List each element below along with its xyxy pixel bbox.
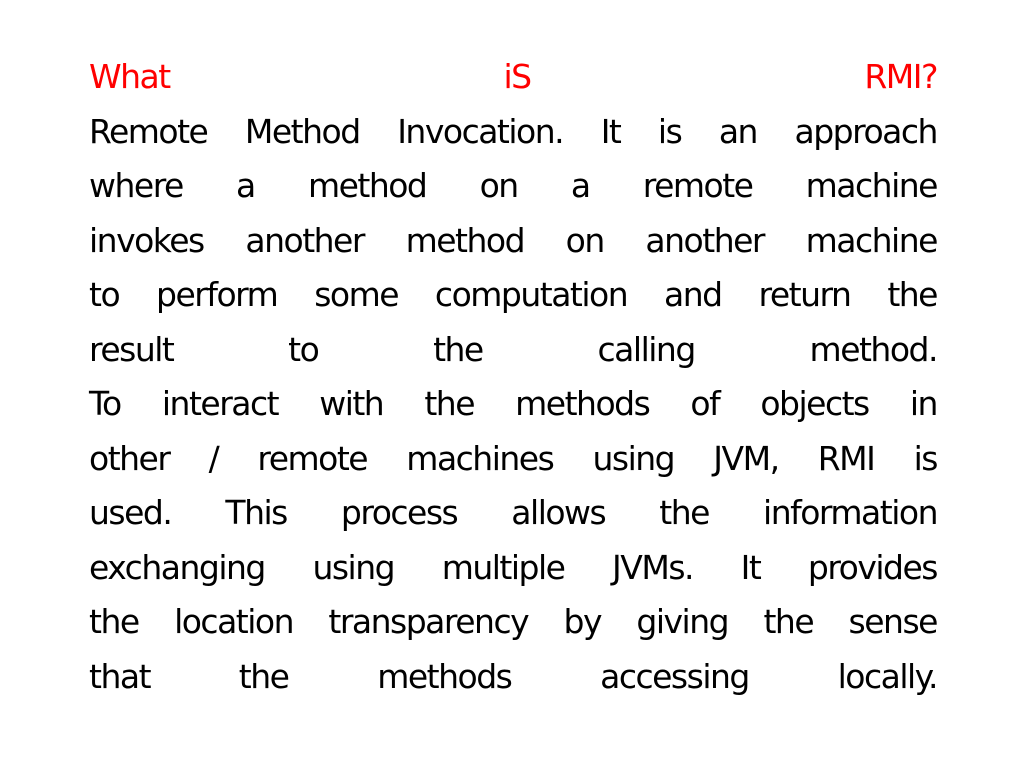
word: It: [600, 111, 621, 151]
word: is: [913, 438, 937, 478]
word: remote: [257, 438, 368, 478]
word: RMI: [817, 438, 875, 478]
word: perform: [156, 275, 278, 314]
word: provides: [807, 547, 937, 587]
word: To: [89, 384, 121, 423]
word: the: [763, 602, 814, 641]
word: giving: [636, 602, 729, 641]
word: some: [314, 275, 399, 314]
word: the: [424, 384, 475, 423]
word: interact: [161, 384, 279, 423]
word: sense: [848, 602, 937, 641]
word: invokes: [89, 220, 204, 260]
word: used.: [89, 493, 172, 532]
word: JVMs.: [612, 547, 694, 587]
body-line: [89, 268, 937, 323]
body-line: [89, 486, 937, 541]
word: exchanging: [89, 547, 265, 587]
word: and: [664, 275, 722, 314]
word: another: [245, 220, 364, 260]
word: in: [909, 384, 937, 423]
word: Invocation.: [397, 111, 564, 151]
word: a: [236, 166, 255, 205]
word: accessing: [600, 656, 749, 696]
word: method: [405, 220, 525, 260]
word: return: [758, 275, 851, 314]
word: the: [887, 275, 937, 314]
word: multiple: [441, 547, 565, 587]
word: by: [563, 602, 602, 641]
word: where: [89, 166, 183, 205]
word: of: [690, 384, 720, 423]
word: the: [659, 493, 709, 532]
word: locally.: [837, 656, 937, 696]
word: the: [433, 329, 483, 369]
word: iS: [503, 57, 531, 96]
word: JVM,: [713, 438, 779, 478]
word: other: [89, 438, 170, 478]
word: to: [89, 275, 120, 314]
word: machine: [805, 220, 937, 260]
word: remote: [642, 166, 753, 205]
word: the: [89, 602, 139, 641]
body-line: [89, 595, 937, 650]
word: /: [208, 438, 219, 478]
word: with: [319, 384, 384, 423]
word: methods: [515, 384, 650, 423]
word: on: [565, 220, 604, 260]
word: transparency: [328, 602, 529, 641]
word: information: [763, 493, 937, 532]
body-line: [89, 159, 937, 214]
word: to: [288, 329, 319, 369]
body-line: [89, 541, 937, 596]
word: machines: [406, 438, 554, 478]
body-line: [89, 323, 937, 378]
word: that: [89, 656, 151, 696]
slide-body: [89, 50, 937, 704]
word: using: [312, 547, 395, 587]
word: calling: [597, 329, 695, 369]
word: methods: [377, 656, 512, 696]
word: machine: [805, 166, 937, 205]
word: It: [740, 547, 761, 587]
word: an: [718, 111, 757, 151]
word: on: [479, 166, 518, 205]
word: another: [645, 220, 764, 260]
body-line: [89, 650, 937, 705]
body-line: [89, 214, 937, 269]
word: is: [657, 111, 682, 151]
word: This: [225, 493, 287, 532]
word: the: [238, 656, 289, 696]
word: result: [89, 329, 174, 369]
word: RMI?: [864, 57, 937, 96]
word: using: [592, 438, 675, 478]
word: location: [174, 602, 293, 641]
word: method: [307, 166, 427, 205]
word: a: [570, 166, 590, 205]
word: What: [89, 57, 170, 96]
word: process: [340, 493, 458, 532]
word: computation: [434, 275, 628, 314]
body-line: [89, 377, 937, 432]
slide-title: [89, 50, 937, 105]
word: objects: [760, 384, 869, 423]
body-line: [89, 105, 937, 160]
word: Method: [244, 111, 360, 151]
word: Remote: [89, 111, 208, 151]
word: approach: [794, 111, 937, 151]
body-line: [89, 432, 937, 487]
word: allows: [511, 493, 606, 532]
word: method.: [809, 329, 937, 369]
